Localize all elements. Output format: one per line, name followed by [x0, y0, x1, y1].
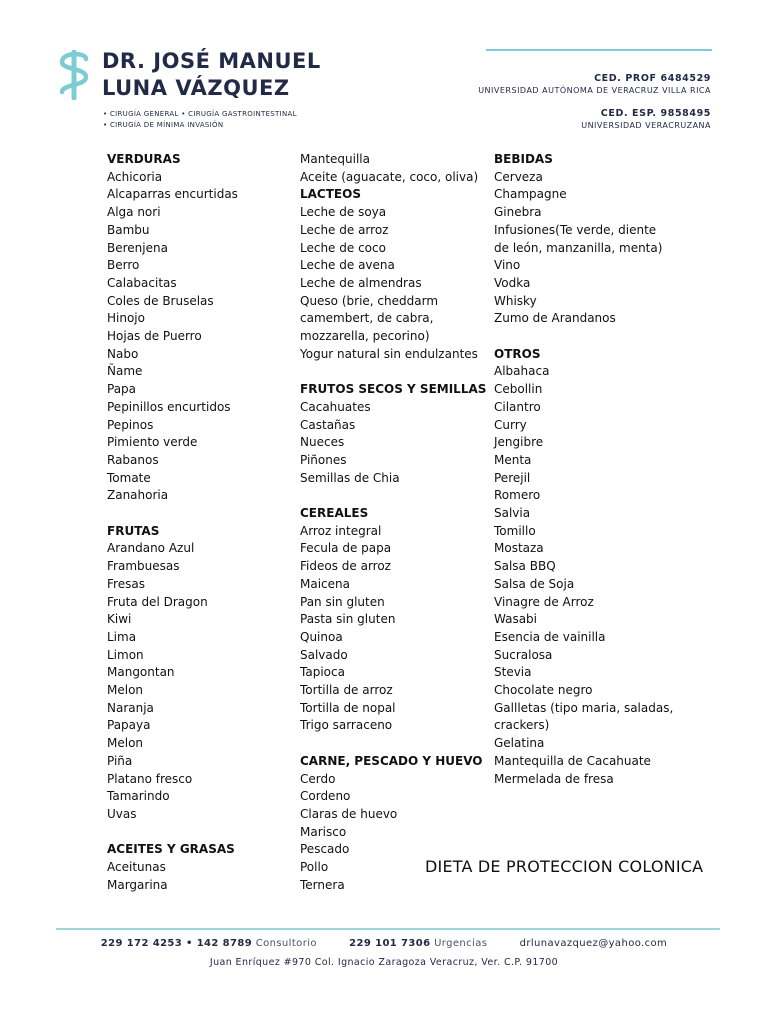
food-item: Tortilla de nopal — [300, 700, 396, 715]
food-column-1 — [107, 151, 287, 895]
food-item: Pollo — [300, 860, 329, 875]
food-item: Ginebra — [494, 205, 542, 220]
food-item: mozzarella, pecorino) — [300, 329, 430, 344]
food-item: Curry — [494, 417, 527, 432]
food-item: Tomate — [107, 470, 151, 485]
food-item: Tamarindo — [107, 789, 170, 804]
spacer — [107, 505, 287, 523]
food-item: Ñame — [107, 364, 143, 379]
food-column-3 — [494, 151, 684, 788]
food-item: Salvia — [494, 506, 531, 521]
food-item: Fresas — [107, 576, 145, 591]
food-item: Tortilla de arroz — [300, 683, 393, 698]
food-item: Quinoa — [300, 629, 343, 644]
food-item: Aceitunas — [107, 860, 166, 875]
phone-urgent: 229 101 7306 — [349, 938, 431, 949]
food-item: Lima — [107, 629, 137, 644]
food-item: Fideos de arroz — [300, 559, 391, 574]
specialty-line-1: • CIRUGÍA GENERAL • CIRUGÍA GASTROINTESTINAL — [103, 110, 297, 118]
food-item: Berenjena — [107, 240, 168, 255]
section-heading: CARNE, PESCADO Y HUEVO — [300, 753, 483, 768]
document-title: DIETA DE PROTECCION COLONICA — [425, 857, 704, 876]
food-item: Leche de avena — [300, 258, 395, 273]
food-item: Fecula de papa — [300, 541, 392, 556]
food-item: Champagne — [494, 187, 567, 202]
food-item: Pepinillos encurtidos — [107, 399, 231, 414]
food-item: Cerveza — [494, 169, 543, 184]
food-item: Gelatina — [494, 736, 545, 751]
section-heading: CEREALES — [300, 506, 369, 521]
food-item: Sucralosa — [494, 647, 553, 662]
food-item: Bambu — [107, 222, 150, 237]
food-item: Claras de huevo — [300, 806, 398, 821]
food-item: Tapioca — [300, 665, 345, 680]
professional-license — [478, 73, 711, 96]
ced-prof: CED. PROF 6484529 — [594, 73, 711, 84]
food-item: Rabanos — [107, 452, 159, 467]
spacer — [300, 363, 485, 381]
food-item: Mermelada de fresa — [494, 771, 614, 786]
food-item: Ternera — [300, 877, 345, 892]
spacer — [107, 824, 287, 842]
specialty-line-2: • CIRUGÍA DE MÍNIMA INVASIÓN — [103, 121, 224, 129]
food-item: Hinojo — [107, 311, 145, 326]
footer-divider — [56, 928, 720, 930]
specialties — [103, 109, 297, 131]
food-item: Mantequilla — [300, 152, 370, 166]
food-item: Piñones — [300, 452, 347, 467]
food-item: Pan sin gluten — [300, 594, 385, 609]
food-item: Vinagre de Arroz — [494, 594, 594, 609]
section-heading: LACTEOS — [300, 187, 361, 202]
phone-office: 229 172 4253 • 142 8789 — [100, 938, 253, 949]
food-item: Mantequilla de Cacahuate — [494, 753, 651, 768]
food-item: Vodka — [494, 275, 531, 290]
food-item: Limon — [107, 647, 144, 662]
food-item: Mangontan — [107, 665, 175, 680]
food-item: Papaya — [107, 718, 151, 733]
footer-address: Juan Enríquez #970 Col. Ignacio Zaragoza Veracruz, Ver. C.P. 91700 — [209, 957, 559, 968]
food-item: Gallletas (tipo maria, saladas, — [494, 700, 674, 715]
food-item: Salvado — [300, 647, 348, 662]
spacer — [494, 328, 684, 346]
food-item: Melon — [107, 736, 144, 751]
specialty-license — [581, 108, 711, 131]
footer-contact — [0, 938, 768, 949]
ced-esp: CED. ESP. 9858495 — [600, 108, 711, 119]
food-item: Castañas — [300, 417, 356, 432]
doctor-name-line-2: LUNA VÁZQUEZ — [102, 76, 290, 100]
food-column-2 — [300, 151, 485, 894]
food-item: Uvas — [107, 807, 137, 821]
food-item: Fruta del Dragon — [107, 594, 208, 609]
food-item: Achicoria — [107, 169, 163, 184]
food-item: Platano fresco — [107, 771, 193, 786]
food-item: Piña — [107, 753, 133, 768]
food-item: Alcaparras encurtidas — [107, 187, 238, 202]
food-item: Marisco — [300, 824, 347, 839]
spacer — [300, 735, 485, 753]
food-item: Zanahoria — [107, 488, 169, 503]
food-item: Aceite (aguacate, coco, oliva) — [300, 169, 479, 184]
ced-esp-university: UNIVERSIDAD VERACRUZANA — [581, 121, 711, 130]
food-item: Chocolate negro — [494, 683, 593, 698]
food-item: Pimiento verde — [107, 435, 198, 450]
section-heading: VERDURAS — [107, 152, 181, 166]
food-item: Pasta sin gluten — [300, 612, 396, 627]
food-item: Alga nori — [107, 205, 161, 220]
food-item: Leche de coco — [300, 240, 386, 255]
food-item: Zumo de Arandanos — [494, 311, 616, 326]
food-item: Calabacitas — [107, 275, 177, 290]
food-item: Mostaza — [494, 541, 544, 556]
section-heading: ACEITES Y GRASAS — [107, 842, 235, 857]
food-item: Menta — [494, 452, 532, 467]
food-item: camembert, de cabra, — [300, 311, 434, 326]
food-item: Wasabi — [494, 612, 538, 627]
food-item: Whisky — [494, 293, 537, 308]
ced-prof-university: UNIVERSIDAD AUTÓNOMA DE VERACRUZ VILLA RICA — [478, 86, 711, 95]
section-heading: FRUTOS SECOS Y SEMILLAS — [300, 382, 487, 397]
food-item: Vino — [494, 258, 521, 273]
food-item: Salsa de Soja — [494, 576, 575, 591]
food-item: Berro — [107, 258, 140, 273]
food-item: de león, manzanilla, menta) — [494, 240, 663, 255]
food-item: Salsa BBQ — [494, 559, 556, 574]
food-item: Perejil — [494, 470, 531, 485]
food-item: Esencia de vainilla — [494, 629, 606, 644]
food-item: Papa — [107, 382, 137, 397]
food-item: Tomillo — [494, 523, 536, 538]
food-item: Semillas de Chia — [300, 470, 400, 485]
section-heading: FRUTAS — [107, 523, 160, 538]
food-item: Cilantro — [494, 399, 541, 414]
food-item: Maicena — [300, 576, 350, 591]
food-item: Trigo sarraceno — [300, 718, 393, 733]
food-item: Queso (brie, cheddarm — [300, 293, 439, 308]
food-item: Albahaca — [494, 364, 550, 379]
food-item: Yogur natural sin endulzantes — [300, 346, 478, 361]
food-item: Pepinos — [107, 417, 154, 432]
section-heading: BEBIDAS — [494, 152, 553, 166]
food-item: Leche de soya — [300, 205, 387, 220]
food-item: Cordeno — [300, 789, 351, 804]
phone-office-label: Consultorio — [255, 938, 317, 949]
doctor-name-line-1: DR. JOSÉ MANUEL — [102, 49, 321, 73]
food-item: Melon — [107, 683, 144, 698]
food-item: Naranja — [107, 700, 154, 715]
food-item: Frambuesas — [107, 559, 180, 574]
food-item: Infusiones(Te verde, diente — [494, 222, 657, 237]
food-item: Cerdo — [300, 771, 336, 786]
food-item: Jengibre — [494, 435, 544, 450]
food-item: Cacahuates — [300, 399, 371, 414]
food-item: Cebollin — [494, 382, 543, 397]
food-item: crackers) — [494, 718, 550, 733]
food-item: Stevia — [494, 665, 532, 680]
food-item: Nabo — [107, 346, 139, 361]
food-item: Pescado — [300, 842, 350, 857]
food-item: Margarina — [107, 877, 168, 892]
food-item: Arandano Azul — [107, 541, 195, 556]
food-item: Arroz integral — [300, 523, 382, 538]
caduceus-logo-icon — [54, 50, 94, 100]
doctor-name — [102, 48, 321, 102]
food-item: Leche de almendras — [300, 275, 422, 290]
email-link[interactable]: drlunavazquez@yahoo.com — [519, 938, 668, 949]
food-item: Coles de Bruselas — [107, 293, 214, 308]
food-item: Romero — [494, 488, 541, 503]
food-item: Hojas de Puerro — [107, 329, 202, 344]
food-item: Nueces — [300, 435, 345, 450]
header-divider — [486, 49, 712, 51]
phone-urgent-label: Urgencias — [434, 938, 488, 949]
section-heading: OTROS — [494, 346, 541, 361]
spacer — [300, 487, 485, 505]
food-item: Leche de arroz — [300, 222, 389, 237]
food-item: Kiwi — [107, 612, 132, 627]
